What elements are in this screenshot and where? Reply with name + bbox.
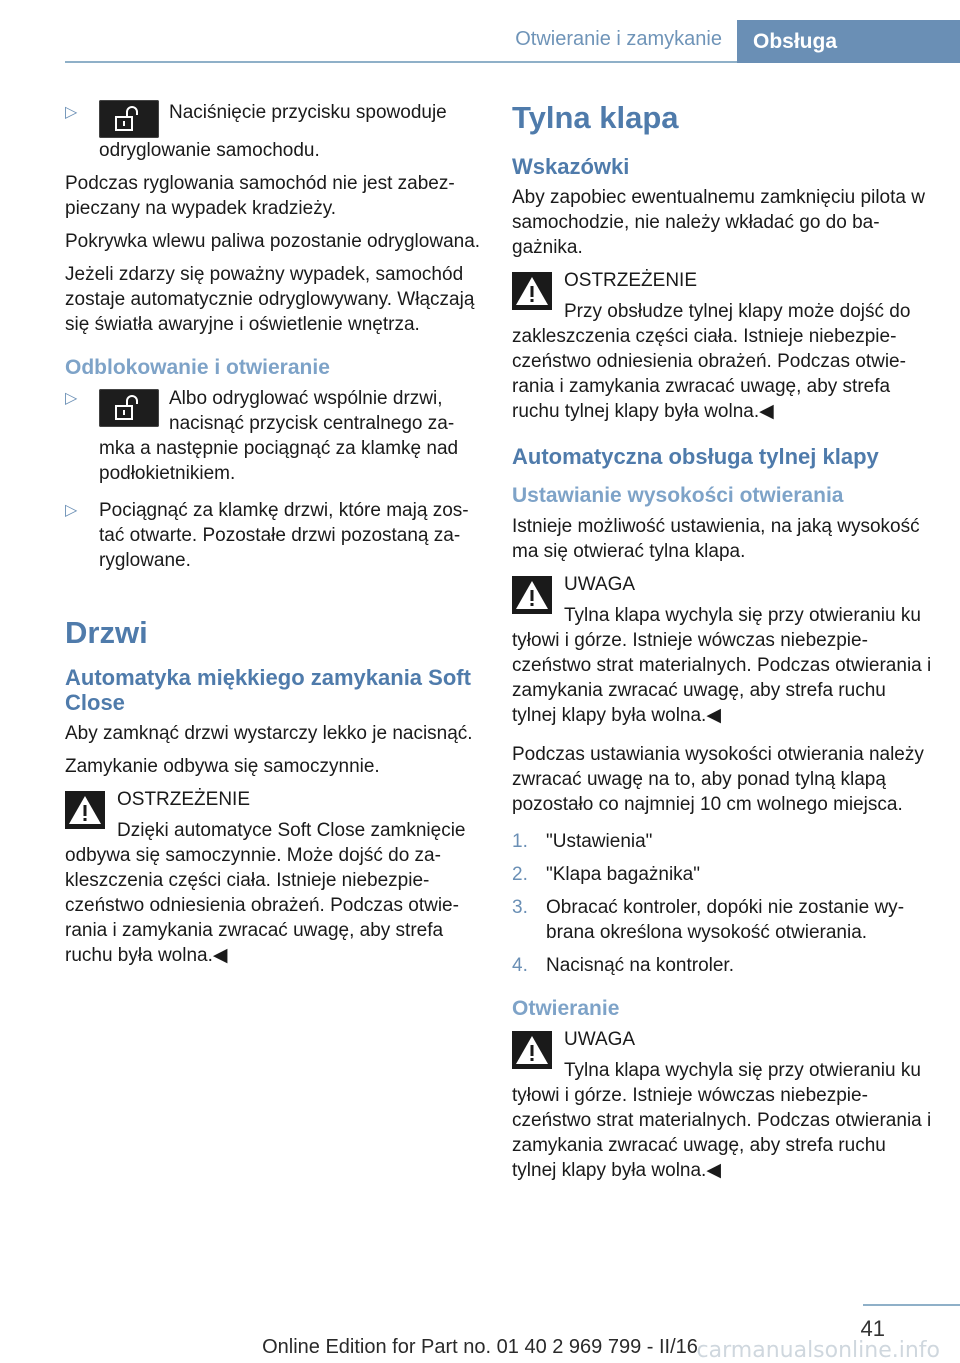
bullet-item [65,498,483,573]
heading-softclose: Automatyka miękkiego zamykania Soft Close [65,665,471,715]
warning-title: OSTRZEŻENIE [564,270,698,291]
paragraph: Podczas ustawiania wysokości otwierania należy zwracać uwagę na to, aby ponad tylną klapą pozostało co najmniej 10 cm wolnego miejsca. [512,744,924,815]
bullet-marker: ▷ [65,502,78,519]
warning-text: Tylna klapa wychyla się przy otwieraniu ku tyłowi i górze. Istnieje wówczas niebezpieczeństwo strat materialnych. Podczas otwierania i zamykania zwracać uwagę, aby strefa ruchu tylnej klapy była wolna.◀ [512,605,932,726]
footer-edition: Online Edition for Part no. 01 40 2 969 799 - II/16 [262,1336,698,1358]
step-text: Nacisnąć na kontroler. [546,955,734,976]
heading-tips: Wskazówki [512,154,630,179]
header-section-title: Otwieranie i zamykanie [515,28,722,50]
warning-icon [65,791,105,829]
step-number: 3. [512,897,528,918]
warning-text: Dzięki automatyce Soft Close zamknięcie odbywa się samoczynnie. Może dojść do zakleszczenia części ciała. Istnieje niebezpieczeństwo odniesienia obrażeń. Podczas otwierania i zamykania zwracać uwagę, aby strefa ruchu była wolna.◀ [65,820,466,966]
left-column [65,100,483,976]
item-text: Pociągnąć za klamkę drzwi, które mają zostać otwarte. Pozostałe drzwi pozostaną zaryglowane. [99,500,469,571]
warning-title: UWAGA [564,1029,636,1050]
paragraph: Podczas ryglowania samochód nie jest zabezpieczany na wypadek kradzieży. [65,173,455,219]
paragraph: Pokrywka wlewu paliwa pozostanie odryglowana. [65,231,481,252]
bullet-marker: ▷ [65,104,78,121]
bullet-item [65,100,483,163]
watermark: carmanualsonline.info [696,1338,940,1363]
warning-text: Przy obsłudze tylnej klapy może dojść do zakleszczenia części ciała. Istnieje niebezpieczeństwo odniesienia obrażeń. Podczas otwierania i zamykania zwracać uwagę, aby strefa ruchu tylnej klapy była wolna.◀ [512,301,911,422]
bullet-marker: ▷ [65,390,78,407]
paragraph: Aby zamknąć drzwi wystarczy lekko je nacisnąć. [65,723,473,744]
step-number: 2. [512,864,528,885]
warning-title: OSTRZEŻENIE [117,789,251,810]
heading-tailgate: Tylna klapa [512,100,679,135]
warning-box [512,268,932,424]
right-column [512,100,932,1191]
heading-auto-tailgate: Automatyczna obsługa tylnej klapy [512,444,879,469]
list-item [512,953,932,978]
step-text: "Klapa bagażnika" [546,864,700,885]
paragraph: Aby zapobiec ewentualnemu zamknięciu pilota w samochodzie, nie należy wkładać go do bagażnika. [512,187,925,258]
unlock-button-icon [99,389,159,427]
list-item [512,829,932,854]
heading-unlock: Odblokowanie i otwieranie [65,356,330,379]
heading-doors: Drzwi [65,615,148,650]
heading-height: Ustawianie wysokości otwierania [512,484,844,507]
warning-icon [512,272,552,310]
page-number: 41 [860,1316,885,1341]
warning-text: Tylna klapa wychyla się przy otwieraniu ku tyłowi i górze. Istnieje wówczas niebezpieczeństwo strat materialnych. Podczas otwierania i zamykania zwracać uwagę, aby strefa ruchu tylnej klapy była wolna.◀ [512,1060,932,1181]
header-chapter-tab: Obsługa [737,20,960,63]
warning-box [512,1027,932,1183]
warning-box [512,572,932,728]
step-text: "Ustawienia" [546,831,653,852]
steps-list [512,829,932,978]
list-item [512,862,932,887]
unlock-button-icon [99,100,159,138]
step-number: 1. [512,831,528,852]
step-number: 4. [512,955,528,976]
heading-opening: Otwieranie [512,997,620,1020]
paragraph: Zamykanie odbywa się samoczynnie. [65,756,380,777]
paragraph: Istnieje możliwość ustawienia, na jaką wysokość ma się otwierać tylna klapa. [512,516,920,562]
warning-icon [512,1031,552,1069]
warning-box [65,787,483,968]
bullet-item [65,386,483,486]
list-item [512,895,932,945]
item-text: Naciśnięcie przycisku spowoduje odryglowanie samochodu. [99,102,447,161]
step-text: Obracać kontroler, dopóki nie zostanie wybrana określona wysokość otwierania. [546,897,905,943]
paragraph: Jeżeli zdarzy się poważny wypadek, samochód zostaje automatycznie odryglowywany. Włączają się światła awaryjne i oświetlenie wnętrza. [65,264,475,335]
warning-icon [512,576,552,614]
page-number-rule [863,1304,960,1306]
warning-title: UWAGA [564,574,636,595]
item-text: Albo odryglować wspólnie drzwi, nacisnąć przycisk centralnego zamka a następnie pociągnąć za klamkę nad podłokietnikiem. [99,388,459,484]
